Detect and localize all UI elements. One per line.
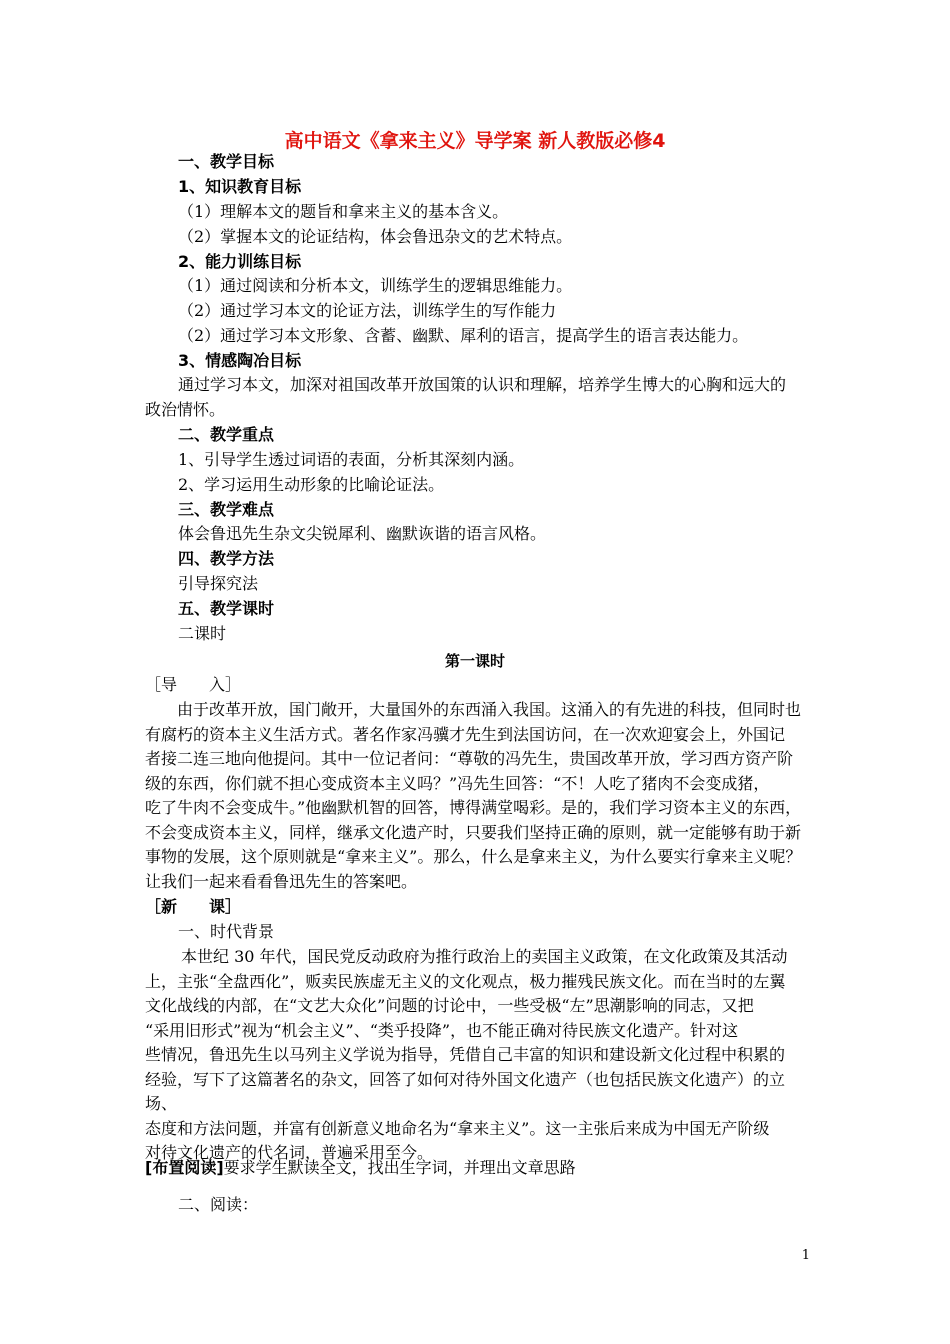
intro-line: 吃了牛肉不会变成牛。”他幽默机智的回答，博得满堂喝彩。是的，我们学习资本主义的东西， <box>145 798 802 817</box>
new-lesson-label: ［新 课］ <box>145 897 242 916</box>
background-line: “采用旧形式”视为“机会主义”、“类乎投降”，也不能正确对待民族文化遗产。针对这 <box>145 1020 739 1040</box>
background-heading: 一、时代背景 <box>178 922 275 941</box>
difficulty-text: 体会鲁迅先生杂文尖锐犀利、幽默诙谐的语言风格。 <box>178 524 547 543</box>
background-paragraph <box>145 945 815 1166</box>
background-line: 本世纪 30 年代，国民党反动政府为推行政治上的卖国主义政策，在文化政策及其活动 <box>181 947 788 966</box>
lesson-heading: 第一课时 <box>444 652 505 670</box>
intro-line: 级的东西，你们就不担心变成资本主义吗？”冯先生回答：“不！人吃了猪肉不会变成猪， <box>145 773 770 793</box>
background-line: 些情况，鲁迅先生以马列主义学说为指导，凭借自己丰富的知识和建设新文化过程中积累的 <box>145 1045 786 1064</box>
ability-item-1: （1）通过阅读和分析本文，训练学生的逻辑思维能力。 <box>178 276 573 295</box>
hours-text: 二课时 <box>178 624 227 643</box>
ability-item-3: （2）通过学习本文形象、含蓄、幽默、犀利的语言，提高学生的语言表达能力。 <box>178 326 749 345</box>
emotion-text-line-2: 政治情怀。 <box>145 400 226 419</box>
background-line: 经验，写下了这篇著名的杂文，回答了如何对待外国文化遗产（也包括民族文化遗产）的立场、 <box>145 1069 786 1113</box>
ability-item-2: （2）通过学习本文的论证方法，训练学生的写作能力 <box>178 301 557 320</box>
assign-reading <box>145 1156 576 1180</box>
page-number: 1 <box>801 1248 810 1263</box>
section-heading-method: 四、教学方法 <box>178 549 275 568</box>
assign-reading-text: 要求学生默读全文，找出生字词，并理出文章思路 <box>223 1158 576 1177</box>
focus-item-1: 1、引导学生透过词语的表面，分析其深刻内涵。 <box>178 450 525 469</box>
section-heading-focus: 二、教学重点 <box>178 425 275 444</box>
intro-line: 者接二连三地向他提问。其中一位记者问：“尊敬的冯先生，贵国改革开放，学习西方资产阶 <box>145 749 794 768</box>
assign-reading-label: [布置阅读] <box>145 1158 224 1177</box>
document-title: 高中语文《拿来主义》导学案 新人教版必修4 <box>284 130 666 152</box>
knowledge-item-2: （2）掌握本文的论证结构，体会鲁迅杂文的艺术特点。 <box>178 227 573 246</box>
intro-line: 由于改革开放，国门敞开，大量国外的东西涌入我国。这涌入的有先进的科技，但同时也 <box>177 700 802 719</box>
intro-paragraph <box>145 698 815 894</box>
section-heading-objectives: 一、教学目标 <box>178 152 275 171</box>
background-line: 态度和方法问题，并富有创新意义地命名为“拿来主义”。这一主张后来成为中国无产阶级 <box>145 1118 770 1138</box>
knowledge-item-1: （1）理解本文的题旨和拿来主义的基本含义。 <box>178 202 509 221</box>
intro-line: 不会变成资本主义，同样，继承文化遗产时，只要我们坚持正确的原则，就一定能够有助于新 <box>145 822 802 842</box>
section-heading-hours: 五、教学课时 <box>178 599 275 618</box>
intro-line: 让我们一起来看看鲁迅先生的答案吧。 <box>145 871 418 891</box>
intro-line: 有腐朽的资本主义生活方式。著名作家冯骥才先生到法国访问，在一次欢迎宴会上，外国记 <box>145 724 786 744</box>
subheading-ability: 2、能力训练目标 <box>178 252 302 271</box>
subheading-knowledge: 1、知识教育目标 <box>178 177 302 196</box>
background-line: 对待文化遗产的代名词，普遍采用至今。 <box>145 1143 434 1162</box>
reading-heading: 二、阅读： <box>178 1195 259 1214</box>
intro-label: ［导 入］ <box>145 675 242 694</box>
emotion-text-line-1: 通过学习本文，加深对祖国改革开放国策的认识和理解，培养学生博大的心胸和远大的 <box>178 375 787 394</box>
background-line: 上，主张“全盘西化”，贩卖民族虚无主义的文化观点，极力摧残民族文化。而在当时的左翼 <box>145 971 786 991</box>
section-heading-difficulty: 三、教学难点 <box>178 500 275 519</box>
subheading-emotion: 3、情感陶冶目标 <box>178 351 302 370</box>
method-text: 引导探究法 <box>178 574 259 593</box>
intro-line: 事物的发展，这个原则就是“拿来主义”。那么，什么是拿来主义，为什么要实行拿来主义呢？ <box>145 847 802 866</box>
background-line: 文化战线的内部，在“文艺大众化”问题的讨论中，一些受极“左”思潮影响的同志，又把 <box>145 996 754 1015</box>
focus-item-2: 2、学习运用生动形象的比喻论证法。 <box>178 475 445 494</box>
